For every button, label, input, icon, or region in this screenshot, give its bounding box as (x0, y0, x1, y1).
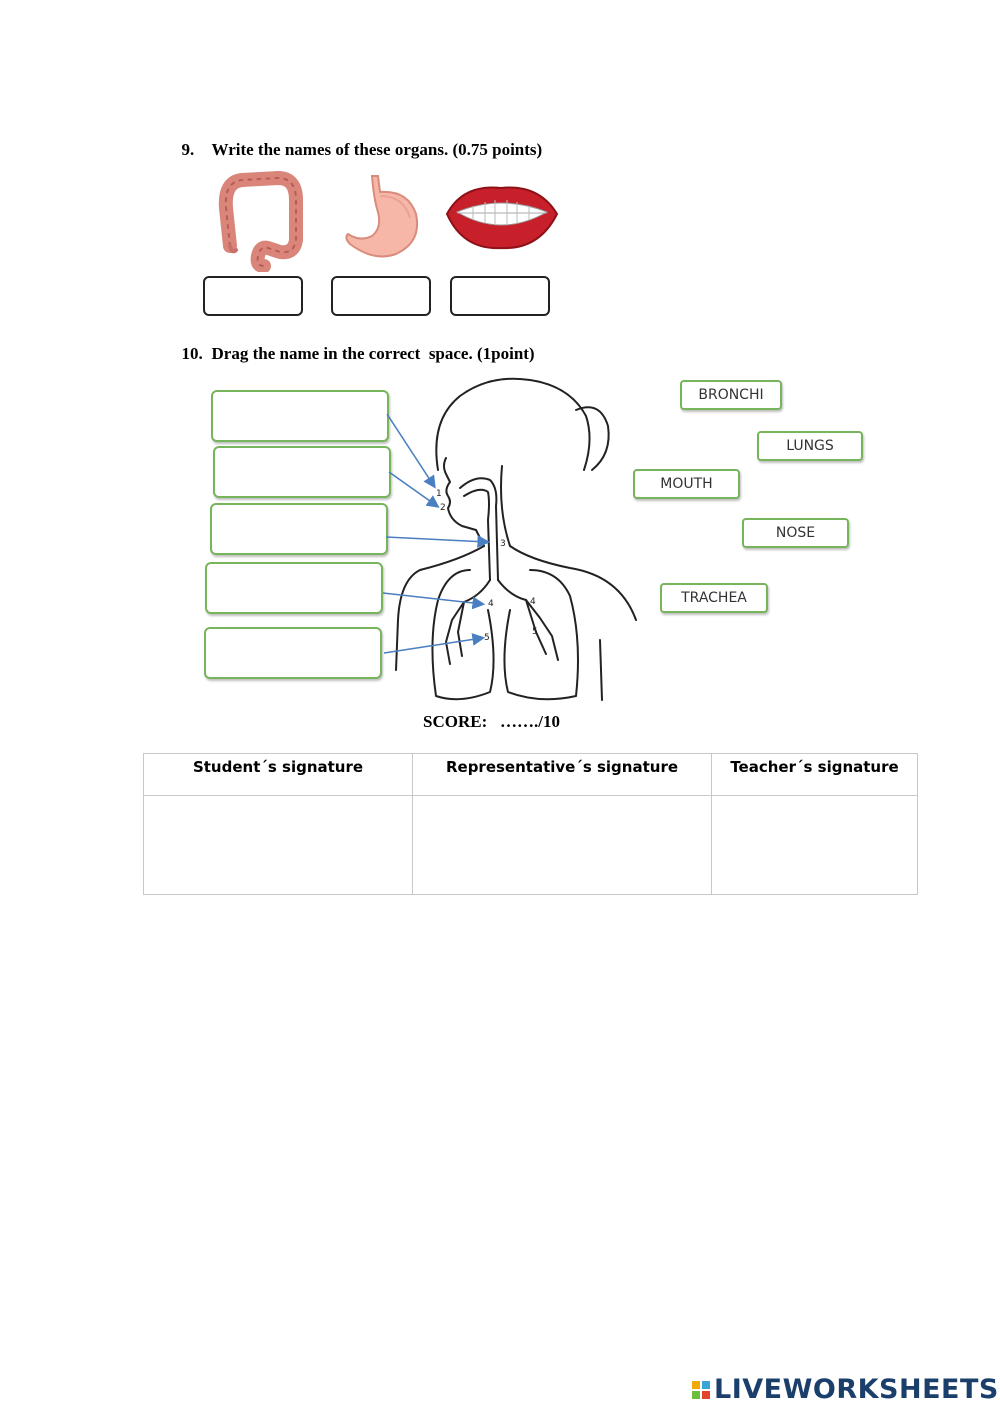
word-chip-bronchi[interactable]: BRONCHI (680, 380, 782, 410)
question-number: 9. (181, 140, 195, 159)
arrow-2 (389, 472, 437, 506)
word-chip-lungs[interactable]: LUNGS (757, 431, 863, 461)
word-chip-nose[interactable]: NOSE (742, 518, 849, 548)
score-label: SCORE: (423, 712, 488, 731)
diagram-label-4-right: 4 (530, 597, 536, 607)
diagram-label-3: 3 (500, 539, 506, 549)
question-text: Drag the name in the correct space. (1point) (211, 344, 535, 363)
student-signature-cell (144, 796, 413, 895)
diagram-label-1: 1 (436, 489, 442, 499)
student-signature-header: Student´s signature (144, 754, 413, 796)
diagram-label-5-left: 5 (484, 633, 490, 643)
liveworksheets-logo-icon (692, 1381, 710, 1399)
diagram-label-4-left: 4 (488, 599, 494, 609)
representative-signature-header: Representative´s signature (413, 754, 712, 796)
diagram-label-5-right: 5 (532, 627, 538, 637)
teacher-signature-cell (712, 796, 918, 895)
representative-signature-cell (413, 796, 712, 895)
word-chip-trachea[interactable]: TRACHEA (660, 583, 768, 613)
score-line (423, 712, 560, 732)
arrow-3 (386, 537, 487, 542)
brand-text: LIVEWORKSHEETS (714, 1374, 999, 1405)
teacher-signature-header: Teacher´s signature (712, 754, 918, 796)
arrow-5 (384, 638, 482, 653)
score-value: ……./10 (499, 712, 560, 731)
arrow-4 (383, 593, 482, 604)
signature-table (143, 753, 918, 895)
word-chip-mouth[interactable]: MOUTH (633, 469, 740, 499)
liveworksheets-brand (692, 1374, 999, 1405)
question-text: Write the names of these organs. (0.75 points) (211, 140, 543, 159)
question-number: 10. (181, 344, 203, 363)
diagram-label-2: 2 (440, 503, 446, 513)
